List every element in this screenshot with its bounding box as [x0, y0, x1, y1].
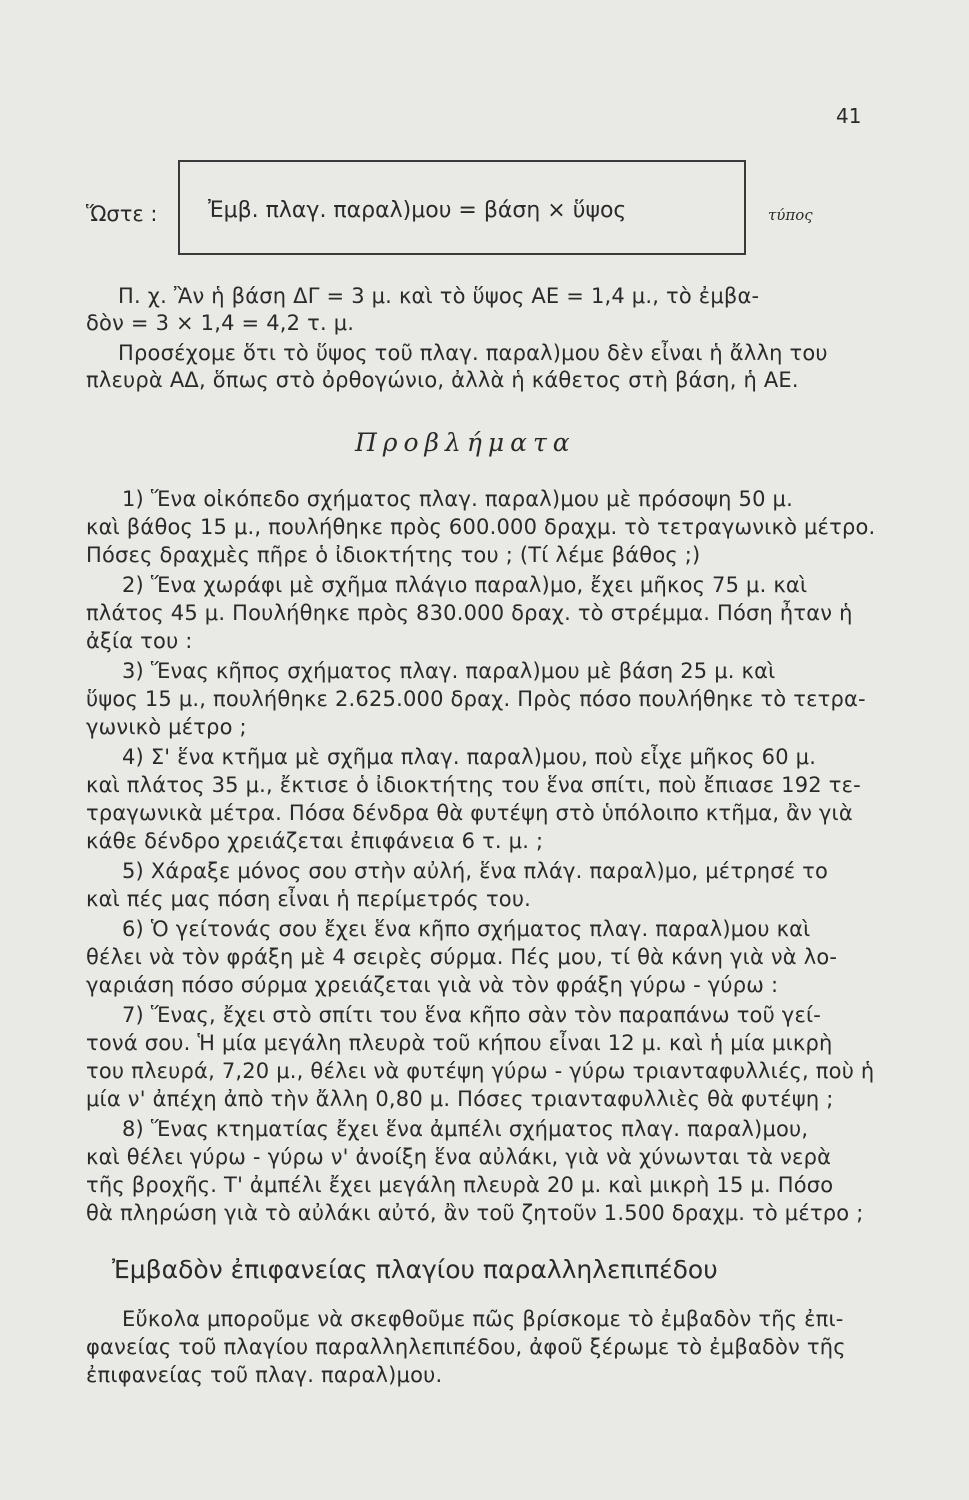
example-line: Π. χ. Ἂν ἡ βάση ΔΓ = 3 μ. καὶ τὸ ὕψος ΑΕ = 1,4 μ., τὸ ἐμβα- [118, 284, 760, 308]
problem-line: τραγωνικὰ μέτρα. Πόσα δένδρα θὰ φυτέψη στὸ ὑπόλοιπο κτῆμα, ἂν γιὰ [86, 801, 853, 825]
problem-line: μία ν' ἀπέχη ἀπὸ τὴν ἄλλη 0,80 μ. Πόσες τριανταφυλλιὲς θὰ φυτέψη ; [86, 1087, 834, 1111]
section-title: Ἐμβαδὸν ἐπιφανείας πλαγίου παραλληλεπιπέδου [112, 1255, 718, 1284]
problem-line: ὕψος 15 μ., πουλήθηκε 2.625.000 δραχ. Πρὸς πόσο πουλήθηκε τὸ τετρα- [86, 687, 866, 711]
problem-line: 5) Χάραξε μόνος σου στὴν αὐλή, ἕνα πλάγ. παραλ)μο, μέτρησέ το [122, 859, 829, 883]
problem-line: καὶ βάθος 15 μ., πουλήθηκε πρὸς 600.000 δραχμ. τὸ τετραγωνικὸ μέτρο. [86, 515, 876, 539]
problem-line: γαριάση πόσο σύρμα χρειάζεται γιὰ νὰ τὸν φράξη γύρω - γύρω : [86, 973, 779, 997]
problem-line: κάθε δένδρο χρειάζεται ἐπιφάνεια 6 τ. μ. ; [86, 829, 544, 853]
section-line: ἐπιφανείας τοῦ πλαγ. παραλ)μου. [86, 1363, 443, 1387]
problem-line: 3) Ἕνας κῆπος σχήματος πλαγ. παραλ)μου μὲ βάση 25 μ. καὶ [122, 659, 776, 683]
problem-line: τονά σου. Ἡ μία μεγάλη πλευρὰ τοῦ κήπου εἶναι 12 μ. καὶ ἡ μία μικρὴ [86, 1031, 833, 1055]
formula-box [178, 160, 746, 255]
problem-line: ἀξία του : [86, 629, 193, 653]
problem-line: 4) Σ' ἕνα κτῆμα μὲ σχῆμα πλαγ. παραλ)μου, ποὺ εἶχε μῆκος 60 μ. [122, 745, 817, 769]
example-line: δὸν = 3 × 1,4 = 4,2 τ. μ. [86, 311, 355, 335]
problems-heading: Προβλήματα [355, 428, 576, 457]
problem-line: 7) Ἕνας, ἔχει στὸ σπίτι του ἕνα κῆπο σὰν τὸν παραπάνω τοῦ γεί- [122, 1003, 822, 1027]
problem-line: Πόσες δραχμὲς πῆρε ὁ ἰδιοκτήτης του ; (Τί λέμε βάθος ;) [86, 543, 701, 567]
problem-line: θέλει νὰ τὸν φράξη μὲ 4 σειρὲς σύρμα. Πές μου, τί θὰ κάνη γιὰ νὰ λο- [86, 945, 838, 969]
problem-line: 6) Ὁ γείτονάς σου ἔχει ἕνα κῆπο σχήματος πλαγ. παραλ)μου καὶ [122, 917, 811, 941]
problem-line: 1) Ἕνα οἰκόπεδο σχήματος πλαγ. παραλ)μου μὲ πρόσοψη 50 μ. [122, 487, 793, 511]
problem-line: καὶ πλάτος 35 μ., ἔκτισε ὁ ἰδιοκτήτης του ἕνα σπίτι, ποὺ ἔπιασε 192 τε- [86, 773, 861, 797]
section-line: φανείας τοῦ πλαγίου παραλληλεπιπέδου, ἀφοῦ ξέρωμε τὸ ἐμβαδὸν τῆς [86, 1335, 846, 1359]
problem-line: καὶ θέλει γύρω - γύρω ν' ἀνοίξη ἕνα αὐλάκι, γιὰ νὰ χύνωνται τὰ νερὰ [86, 1145, 832, 1169]
example-line: Προσέχομε ὅτι τὸ ὕψος τοῦ πλαγ. παραλ)μου δὲν εἶναι ἡ ἄλλη του [118, 341, 828, 365]
problem-line: 2) Ἕνα χωράφι μὲ σχῆμα πλάγιο παραλ)μο, ἔχει μῆκος 75 μ. καὶ [122, 573, 808, 597]
problem-line: του πλευρά, 7,20 μ., θέλει νὰ φυτέψη γύρω - γύρω τριανταφυλλιές, ποὺ ἡ [86, 1059, 875, 1083]
page-number: 41 [836, 104, 862, 128]
formula-tag: τύπος [768, 206, 813, 224]
formula-row [0, 160, 969, 255]
problem-line: τῆς βροχῆς. Τ' ἀμπέλι ἔχει μεγάλη πλευρὰ 20 μ. καὶ μικρὴ 15 μ. Πόσο [86, 1173, 834, 1197]
example-line: πλευρὰ ΑΔ, ὅπως στὸ ὀρθογώνιο, ἀλλὰ ἡ κάθετος στὴ βάση, ἡ ΑΕ. [86, 368, 799, 392]
problem-line: πλάτος 45 μ. Πουλήθηκε πρὸς 830.000 δραχ. τὸ στρέμμα. Πόση ἦταν ἡ [86, 601, 853, 625]
problem-line: γωνικὸ μέτρο ; [86, 715, 247, 739]
formula-lead: Ὥστε : [86, 202, 158, 226]
problem-line: 8) Ἕνας κτηματίας ἔχει ἕνα ἀμπέλι σχήματος πλαγ. παραλ)μου, [122, 1117, 809, 1141]
problem-line: θὰ πληρώση γιὰ τὸ αὐλάκι αὐτό, ἂν τοῦ ζητοῦν 1.500 δραχμ. τὸ μέτρο ; [86, 1201, 864, 1225]
formula-text: Ἐμβ. πλαγ. παραλ)μου = βάση × ὕψος [208, 198, 627, 223]
problem-line: καὶ πές μας πόση εἶναι ἡ περίμετρός του. [86, 887, 532, 911]
section-line: Εὔκολα μποροῦμε νὰ σκεφθοῦμε πῶς βρίσκομε τὸ ἐμβαδὸν τῆς ἐπι- [122, 1307, 844, 1331]
